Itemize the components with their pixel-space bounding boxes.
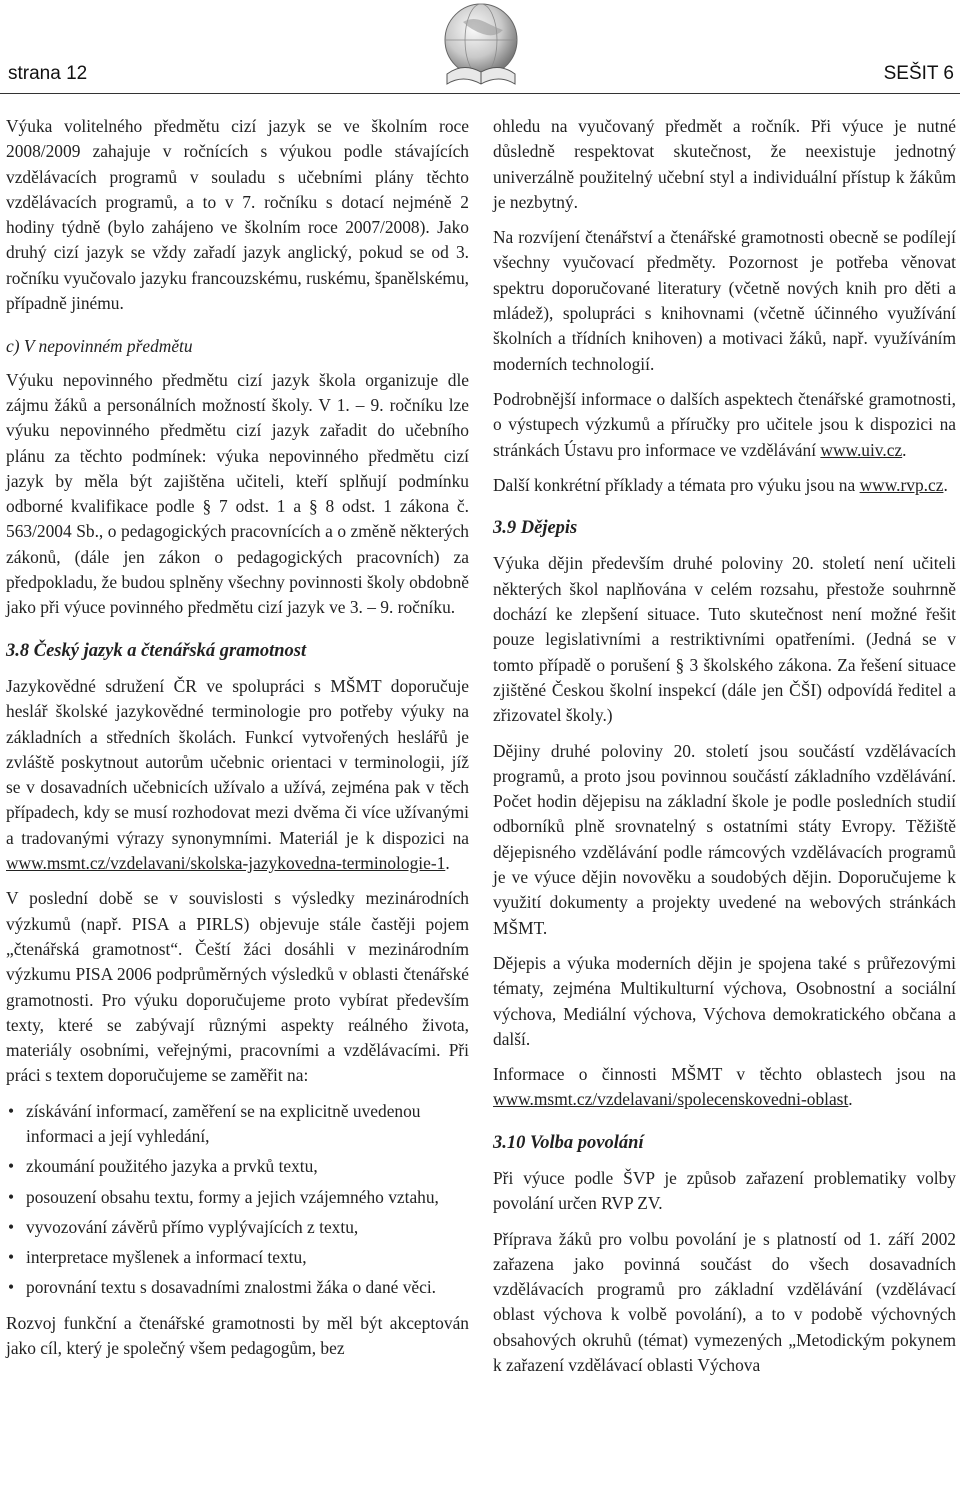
- paragraph: Dějiny druhé poloviny 20. století jsou součástí vzdělávacích programů, a proto jsou povinnou součástí základního vzdělávání. Počet hodin dějepisu na základní škole je podle posledních studií odborníků plně srovnatelný s ostatními státy Evropy. Těžiště dějepisného vzdělávání podle rámcových vzdělávacích programů je ve výuce dějin novověku a soudobých dějin. Doporučujeme k využití dokumenty a projekty uvedené na webových stránkách MŠMT.: [493, 740, 956, 938]
- rvp-link[interactable]: www.rvp.cz: [859, 474, 944, 495]
- paragraph: Při výuce podle ŠVP je způsob zařazení problematiky volby povolání určen RVP ZV.: [493, 1167, 956, 1214]
- page-number: strana 12: [8, 63, 88, 84]
- list-item: • posouzení obsahu textu, formy a jejich vzájemného vztahu,: [6, 1185, 469, 1210]
- list-item: • zkoumání použitého jazyka a prvků textu,: [6, 1154, 469, 1179]
- paragraph: Příprava žáků pro volbu povolání je s platností od 1. září 2002 zařazena jako povinná součást do všech dosavadních vzdělávacích programů pro základní vzdělávání (vzdělávací oblast výchova k volbě povolání), a to v podobě výchovných obsahových okruhů (témat) vymezených „Metodickým pokynem k zařazení vzdělávací oblasti Výchova: [493, 1228, 956, 1376]
- page-header: [0, 0, 960, 100]
- uiv-link[interactable]: www.uiv.cz: [820, 439, 903, 460]
- bullet-list: [6, 1099, 469, 1301]
- social-science-link[interactable]: www.msmt.cz/vzdelavani/spolecenskovedni-oblast: [493, 1089, 849, 1110]
- list-item: • získávání informací, zaměření se na explicitně uvedenou informaci a její vyhledání,: [6, 1099, 469, 1150]
- right-column: [493, 114, 956, 1388]
- issue-label: SEŠIT 6: [883, 63, 954, 84]
- paragraph: Výuka dějin především druhé poloviny 20. století není učiteli některých škol naplňována v celém rozsahu, přestože souhrnně dochází ke zlepšení situace. Tuto skutečnost není možné řešit pouze legislativními a restriktivními opatřeními. (Jedná se v tomto případě o porušení § 3 školského zákona. Za řešení situace zjištěné Českou školní inspekcí (dále jen ČŠI) odpovídá ředitel a zřizovatel školy.): [493, 553, 956, 726]
- paragraph: V poslední době se v souvislosti s výsledky mezinárodních výzkumů (např. PISA a PIRLS) objevuje stále častěji pojem „čtenářská gramotnost“. Čeští žáci dosáhli v mezinárodním výzkumu PISA 2006 podprůměrných výsledků v oblasti čtenářské gramotnosti. Pro výuku doporučujeme proto vybírat především texty, které se zabývají různými aspekty reálného života, materiály osobními, veřejnými, pracovními a vzdělávacími. Při práci s textem doporučujeme se zaměřit na:: [6, 888, 469, 1086]
- terminology-link[interactable]: www.msmt.cz/vzdelavani/skolska-jazykovedna-terminologie-1: [6, 853, 446, 874]
- list-item: • vyvozování závěrů přímo vyplývajících z textu,: [6, 1215, 469, 1240]
- paragraph: Na rozvíjení čtenářství a čtenářské gramotnosti obecně se podílejí všechny vyučovací předměty. Pozornost je potřeba věnovat spektru doporučované literatury (včetně nových knih pro děti a mládež), spolupráci s knihovnami (včetně účinného využívání školních a třídních knihoven) a motivaci žáků, např. využíváním moderních technologií.: [493, 227, 956, 374]
- list-item: • porovnání textu s dosavadními znalostmi žáka o dané věci.: [6, 1275, 469, 1300]
- list-item: • interpretace myšlenek a informací textu,: [6, 1245, 469, 1270]
- section-heading: 3.10 Volba povolání: [493, 1132, 644, 1153]
- paragraph: Podrobnější informace o dalších aspektech čtenářské gramotnosti, o výstupech výzkumů a příručky pro učitele jsou k dispozici na stránkách Ústavu pro informace ve vzdělávání www.uiv.cz.: [493, 388, 956, 460]
- subheading: c) V nepovinném předmětu: [6, 336, 193, 357]
- section-heading: 3.8 Český jazyk a čtenářská gramotnost: [6, 640, 307, 661]
- paragraph: ohledu na vyučovaný předmět a ročník. Při výuce je nutné důsledně respektovat skutečnost, že neexistuje jednotný univerzálně použitelný učební styl a individuální přístup k žákům je nezbytný.: [493, 116, 956, 212]
- left-column: [6, 114, 469, 1371]
- paragraph: Výuka volitelného předmětu cizí jazyk se ve školním roce 2008/2009 zahajuje v ročnících s výukou podle stávajících vzdělávacích programů v souladu s učebními plány těchto vzdělávacích programů, a to v 7. ročníku s dotací nejméně 2 hodiny týdně (bylo zahájeno ve školním roce 2007/2008). Jako druhý cizí jazyk se vždy zařadí jazyk anglický, pokud se od 3. ročníku vyučovalo jazyku francouzskému, ruskému, španělskému, případně jinému.: [6, 116, 469, 314]
- paragraph: Dějepis a výuka moderních dějin je spojena také s průřezovými tématy, zejména Multikulturní výchova, Osobnostní a sociální výchova, Mediální výchova, Výchova demokratického občana a další.: [493, 952, 956, 1049]
- paragraph: Další konkrétní příklady a témata pro výuku jsou na www.rvp.cz.: [493, 474, 948, 495]
- header-divider: [0, 93, 960, 94]
- globe-book-icon: [433, 0, 529, 93]
- section-heading: 3.9 Dějepis: [493, 518, 578, 539]
- paragraph: Informace o činnosti MŠMT v těchto oblastech jsou na www.msmt.cz/vzdelavani/spolecenskovedni-oblast.: [493, 1064, 956, 1110]
- paragraph: Výuku nepovinného předmětu cizí jazyk škola organizuje dle zájmu žáků a personálních možností školy. V 1. – 9. ročníku lze výuku nepovinného předmětu cizí jazyk zařadit do učebního plánu za těchto podmínek: výuka nepovinného předmětu cizí jazyk by měla být zajištěna učiteli, kteří splňují podmínku odborné kvalifikace podle § 7 odst. 1 a § 8 odst. 1 zákona č. 563/2004 Sb., o pedagogických pracovnících a o změně některých zákonů, (dále jen zákon o pedagogických pracovních) za předpokladu, že budou splněny všechny povinnosti školy obdobně jako při výuce povinného předmětu cizí jazyk ve 3. – 9. ročníku.: [6, 369, 469, 618]
- paragraph: Jazykovědné sdružení ČR ve spolupráci s MŠMT doporučuje heslář školské jazykovědné terminologie pro potřeby výuky na základních a středních školách. Funkcí vytvořených heslářů je zvláště poskytnout autorům učebnic orientaci v terminologii, jíž se v dosavadních učebnicích užívalo a užívá, zejména pak v těch případech, kdy se musí rozhodovat mezi dvěma či více užívanými a tradovanými výrazy synonymními. Materiál je k dispozici na www.msmt.cz/vzdelavani/skolska-jazykovedna-terminologie-1.: [6, 675, 469, 874]
- paragraph: Rozvoj funkční a čtenářské gramotnosti by měl být akceptován jako cíl, který je společný všem pedagogům, bez: [6, 1312, 469, 1359]
